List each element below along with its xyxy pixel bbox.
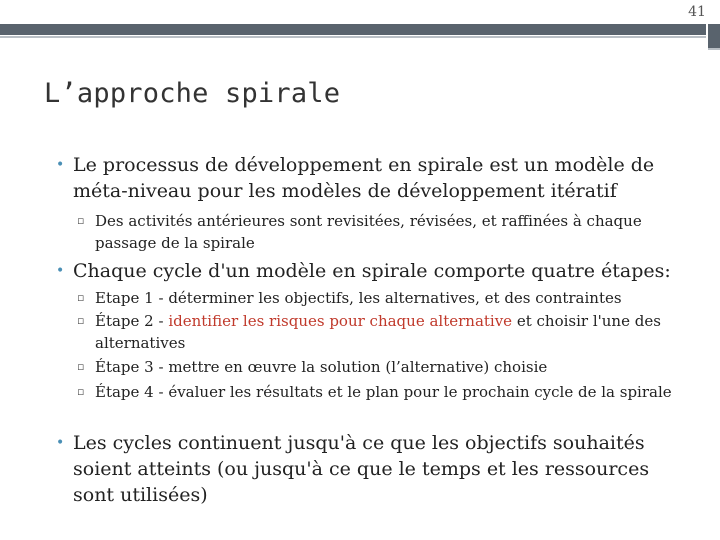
bullet-marker: • — [56, 435, 65, 451]
bullet-marker: • — [56, 263, 65, 279]
subbullet-step-3 — [77, 356, 685, 378]
subbullet-step-4 — [77, 381, 685, 403]
subbullet-marker: ▫ — [77, 314, 85, 327]
step-2-highlight: identifier les risques pour chaque alternative — [168, 312, 513, 330]
subbullet-marker: ▫ — [77, 360, 85, 373]
step-2-prefix: Étape 2 - — [95, 312, 169, 330]
subbullet-text: Étape 3 - mettre en œuvre la solution (l’alternative) choisie — [95, 358, 548, 376]
slide-title: L’approche spirale — [44, 78, 341, 109]
subbullet-step-1 — [77, 287, 685, 309]
bullet-cycle — [56, 258, 693, 284]
subbullet-activities — [77, 210, 685, 254]
bullet-text: Chaque cycle d'un modèle en spirale comporte quatre étapes: — [73, 260, 671, 282]
header-bar-accent — [0, 36, 706, 38]
bullet-text: Les cycles continuent jusqu'à ce que les objectifs souhaités soient atteints (ou jusqu'à ce que le temps et les ressources sont utilisées) — [73, 432, 650, 506]
header-bar — [0, 24, 706, 35]
bullet-marker: • — [56, 157, 65, 173]
bullet-continue — [56, 430, 693, 508]
slide-number: 41 — [688, 4, 706, 20]
step-2-suffix: et choisir l'une des alternatives — [95, 312, 661, 352]
subbullet-marker: ▫ — [77, 214, 85, 227]
corner-bar-accent — [708, 48, 720, 50]
subbullet-text: Étape 4 - évaluer les résultats et le plan pour le prochain cycle de la spirale — [95, 383, 672, 401]
bullet-text: Le processus de développement en spirale est un modèle de méta-niveau pour les modèles de développement itératif — [73, 154, 655, 202]
subbullet-step-2 — [77, 310, 685, 354]
subbullet-text: Des activités antérieures sont revisitées, révisées, et raffinées à chaque passage de la spirale — [95, 212, 642, 252]
bullet-process — [56, 152, 693, 204]
subbullet-marker: ▫ — [77, 385, 85, 398]
subbullet-marker: ▫ — [77, 291, 85, 304]
corner-bar — [708, 24, 720, 48]
subbullet-text: Etape 1 - déterminer les objectifs, les alternatives, et des contraintes — [95, 289, 622, 307]
